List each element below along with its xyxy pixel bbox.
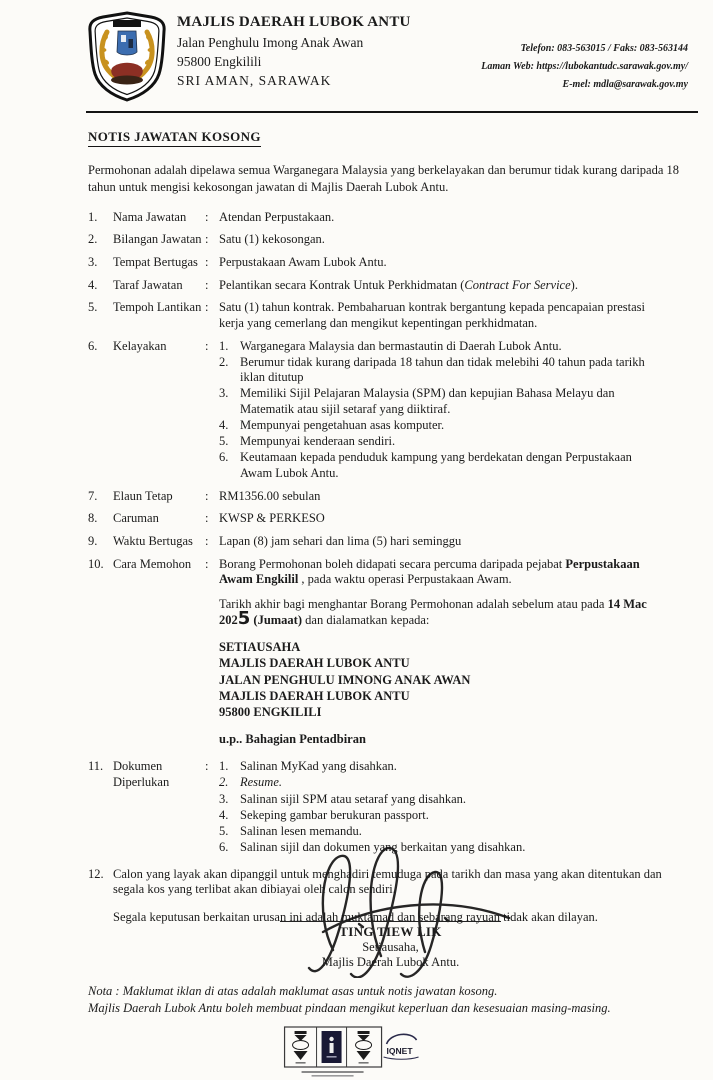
item-number: 10. [88, 556, 104, 571]
closing-statement: Segala keputusan berkaitan urusan ini adalah muktamad dan sebarang rayuan tidak akan dilayan. [113, 909, 598, 924]
item-number: 3. [88, 255, 98, 269]
item-number: 6. [88, 338, 98, 353]
nota-block [88, 983, 673, 1017]
sub-number: 2. [219, 775, 229, 790]
address-line: JALAN PENGHULU IMNONG ANAK AWAN [219, 672, 471, 687]
item-value: Lapan (8) jam sehari dan lima (5) hari seminggu [219, 534, 462, 548]
item-colon: : [205, 338, 209, 353]
item-label: Nama Jawatan [113, 209, 187, 224]
deadline-paragraph [219, 597, 662, 628]
item-text: Calon yang layak akan dipanggil untuk menghadiri temuduga pada tarikh dan masa yang akan ditentukan dan segala kos yang terlibat akan dibiayai oleh calon sendiri. [113, 866, 662, 897]
list-item-nama-jawatan [88, 210, 688, 226]
deadline-day-bold: (Jumaat) [253, 612, 303, 627]
sub-text: Resume. [240, 775, 282, 790]
item-colon: : [205, 277, 209, 292]
council-crest-icon [85, 10, 169, 102]
intro-paragraph: Permohonan adalah dipelawa semua Warganegara Malaysia yang berkelayakan dan berumur tidak kurang daripada 18 tahun untuk mengisi kekosongan jawatan di Majlis Daerah Lubok Antu. [88, 163, 680, 194]
paragraph-text: Borang Permohonan boleh didapati secara percuma daripada pejabat [219, 556, 566, 571]
paragraph-text: , pada waktu operasi Perpustakaan Awam. [298, 572, 512, 587]
signatory-role: Setiausaha, [362, 940, 419, 954]
sub-number: 4. [219, 417, 229, 432]
item-value: Atendan Perpustakaan. [219, 209, 335, 224]
sub-number: 3. [219, 386, 229, 401]
sub-item [219, 339, 662, 354]
org-address [177, 33, 411, 90]
sub-number: 6. [219, 840, 229, 855]
sub-item [219, 759, 662, 774]
sub-item [219, 792, 662, 807]
item-label: Bilangan Jawatan [113, 232, 202, 247]
item-colon: : [205, 556, 209, 571]
item-colon: : [205, 232, 209, 247]
address-line: SETIAUSAHA [219, 640, 301, 655]
sub-text: Mempunyai pengetahuan asas komputer. [240, 417, 445, 432]
item-label: Elaun Tetap [113, 488, 173, 503]
item-value: Perpustakaan Awam Lubok Antu. [219, 255, 387, 269]
address-line: MAJLIS DAERAH LUBOK ANTU [219, 688, 410, 703]
cara-memohon-content [219, 557, 662, 748]
item-number: 12. [88, 866, 104, 881]
item-value: RM1356.00 sebulan [219, 488, 321, 503]
sub-text: Sekeping gambar berukuran passport. [240, 807, 429, 822]
org-identity [177, 10, 411, 90]
certification-logos [283, 1026, 419, 1080]
signatory-name: TING TIEW LIK [339, 924, 442, 939]
attention-line: u.p.. Bahagian Pentadbiran [219, 732, 366, 747]
item-label: Tempoh Lantikan [113, 300, 202, 315]
application-form-paragraph [219, 557, 640, 587]
item-colon: : [205, 511, 209, 526]
sub-item [219, 386, 662, 417]
item-label: Dokumen Diperlukan [113, 759, 170, 789]
list-item-elaun-tetap [88, 489, 688, 505]
item-label: Kelayakan [113, 338, 167, 353]
sub-number: 4. [219, 807, 229, 822]
sub-text: Salinan MyKad yang disahkan. [240, 759, 397, 773]
org-address-line: 95800 Engkilili [177, 54, 262, 70]
letterhead [88, 10, 688, 102]
sub-item [219, 775, 662, 790]
sub-number: 1. [219, 338, 229, 353]
cert-mark-icon [292, 1031, 308, 1064]
paragraph-text: dan dialamatkan kepada: [302, 612, 430, 627]
sub-item [219, 418, 662, 433]
sub-number: 5. [219, 824, 229, 838]
item-colon: : [205, 759, 209, 773]
office-name-bold: Perpustakaan Awam Engkilil [219, 556, 640, 587]
item-number: 9. [88, 534, 98, 548]
item-number: 7. [88, 488, 98, 503]
list-item-waktu-bertugas [88, 534, 688, 550]
item-value-text: Pelantikan secara Kontrak Untuk Perkhidmatan ( [219, 277, 465, 292]
nota-line-2: Majlis Daerah Lubok Antu boleh membuat pindaan mengikut keperluan dan kesesuaian masing-masing. [88, 1000, 611, 1015]
signature-rule [280, 921, 501, 922]
list-item-caruman [88, 511, 688, 527]
contact-email: E-mel: mdla@sarawak.gov.my [562, 79, 688, 90]
sub-text: Mempunyai kenderaan sendiri. [240, 434, 396, 448]
handwritten-digit: 5 [237, 607, 251, 629]
cert-mark-icon [355, 1031, 371, 1064]
sub-text: Memiliki Sijil Pelajaran Malaysia (SPM) dan kepujian Bahasa Melayu dan Matematik atau sijil setaraf yang diiktiraf. [240, 386, 615, 416]
address-line: MAJLIS DAERAH LUBOK ANTU [219, 656, 410, 671]
item-colon: : [205, 209, 209, 224]
item-label: Waktu Bertugas [113, 534, 193, 548]
list-item-kelayakan [88, 339, 688, 482]
org-address-line: SRI AMAN, SARAWAK [177, 73, 332, 89]
item-value: Satu (1) tahun kontrak. Pembaharuan kontrak bergantung kepada pencapaian prestasi kerja yang cemerlang dan mengikut kepentingan perkhidmatan. [219, 300, 646, 330]
org-address-line: Jalan Penghulu Imong Anak Awan [177, 35, 364, 50]
item-colon: : [205, 300, 209, 315]
sub-item [219, 450, 662, 481]
sub-item [219, 824, 662, 839]
list-item-bilangan-jawatan [88, 232, 688, 248]
sub-text: Keutamaan kepada penduduk kampung yang berdekatan dengan Perpustakaan Awam Lubok Antu. [240, 450, 632, 480]
paragraph-text: Tarikh akhir bagi menghantar Borang Permohonan adalah sebelum atau pada [219, 596, 608, 611]
sub-text: Salinan sijil SPM atau setaraf yang disahkan. [240, 791, 467, 806]
org-name: MAJLIS DAERAH LUBOK ANTU [177, 14, 411, 30]
iqnet-label: IQNET [386, 1046, 413, 1056]
sub-text: Berumur tidak kurang daripada 18 tahun dan tidak melebihi 40 tahun pada tarikh iklan ditutup [240, 354, 645, 384]
sub-item [219, 434, 662, 449]
item-number: 2. [88, 232, 98, 247]
sub-text: Salinan lesen memandu. [240, 824, 362, 838]
item-label: Tempat Bertugas [113, 255, 198, 269]
item-value [219, 278, 662, 294]
item-number: 11. [88, 759, 104, 773]
sub-number: 1. [219, 759, 229, 773]
sub-item [219, 808, 662, 823]
iqnet-logo [383, 1034, 418, 1059]
list-item-tempoh-lantikan [88, 300, 688, 331]
contact-phone-fax: Telefon: 083-563015 / Faks: 083-563144 [520, 43, 688, 54]
list-item-cara-memohon [88, 557, 688, 748]
item-label: Cara Memohon [113, 556, 192, 571]
list-item-tempat-bertugas [88, 255, 688, 271]
mailing-address [219, 639, 662, 720]
cert-emblem-icon [321, 1031, 341, 1063]
sub-text: Warganegara Malaysia dan bermastautin di Daerah Lubok Antu. [240, 338, 562, 353]
contact-info [481, 10, 688, 94]
item-value: KWSP & PERKESO [219, 511, 325, 526]
deadline-date-bold: 14 Mac 202 [219, 596, 647, 627]
page-title: NOTIS JAWATAN KOSONG [88, 129, 261, 147]
item-colon: : [205, 488, 209, 503]
item-number: 5. [88, 300, 98, 315]
item-label: Taraf Jawatan [113, 277, 183, 292]
address-line: 95800 ENGKILILI [219, 705, 322, 720]
list-item-taraf-jawatan [88, 278, 688, 294]
sub-number: 3. [219, 791, 229, 806]
sub-text: Salinan sijil dan dokumen yang berkaitan yang disahkan. [240, 840, 526, 855]
vacancy-detail-list [88, 210, 688, 925]
sub-number: 5. [219, 434, 229, 448]
signatory-org: Majlis Daerah Lubok Antu. [321, 955, 460, 969]
sub-number: 6. [219, 450, 229, 465]
sub-item [219, 355, 662, 386]
item-number: 8. [88, 511, 98, 526]
item-label: Caruman [113, 511, 159, 526]
item-colon: : [205, 534, 209, 548]
contact-website: Laman Web: https://lubokantudc.sarawak.gov.my/ [481, 61, 688, 72]
sub-number: 2. [219, 354, 229, 369]
item-number: 1. [88, 209, 98, 224]
item-value-text: ). [570, 277, 578, 292]
signature-block [278, 921, 503, 970]
item-value-italic: Contract For Service [464, 277, 571, 292]
kelayakan-sublist [219, 339, 662, 482]
item-number: 4. [88, 277, 98, 292]
item-value: Satu (1) kekosongan. [219, 232, 325, 247]
item-colon: : [205, 255, 209, 269]
nota-line-1: Nota : Maklumat iklan di atas adalah maklumat asas untuk notis jawatan kosong. [88, 984, 498, 998]
